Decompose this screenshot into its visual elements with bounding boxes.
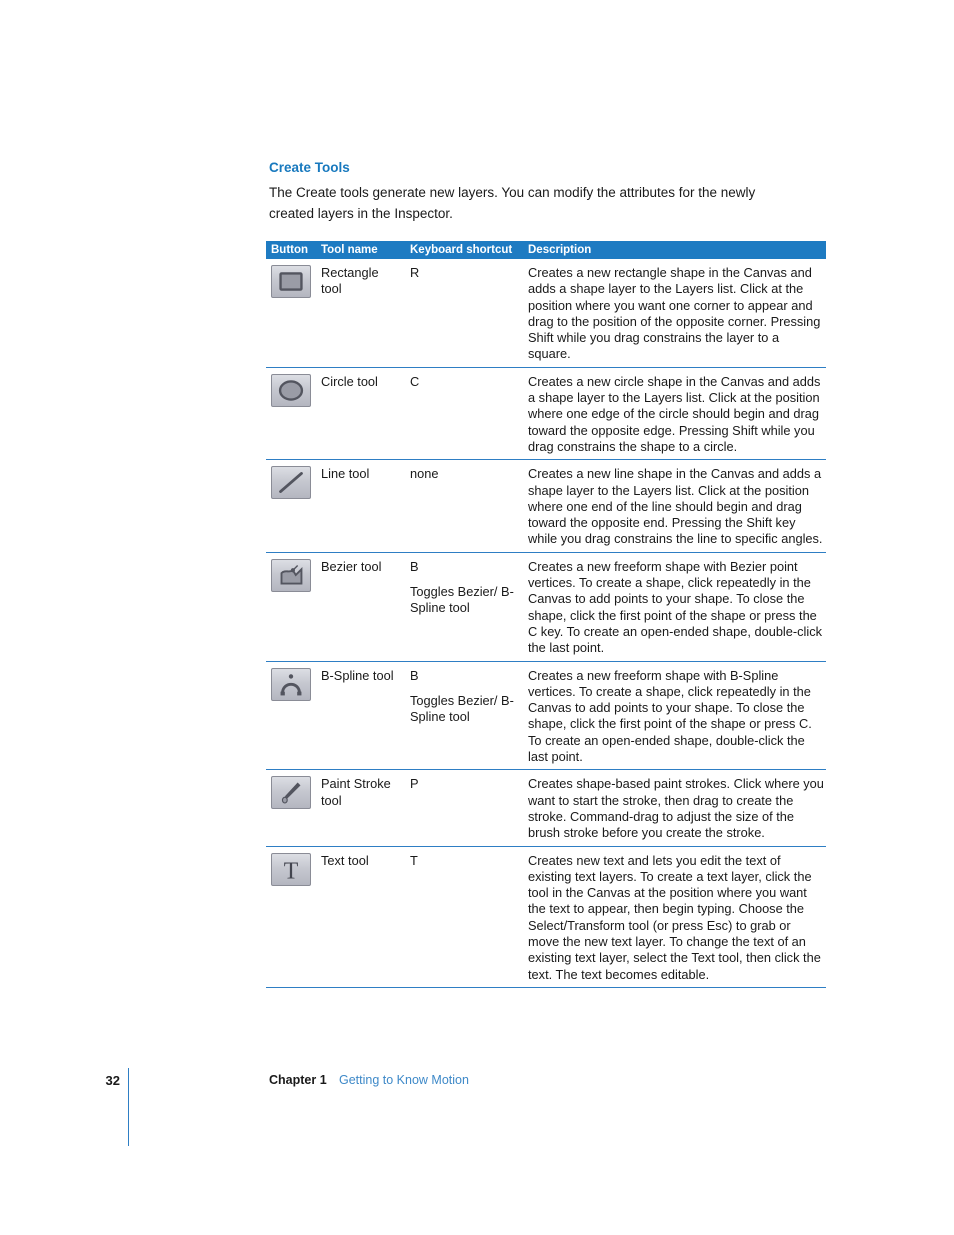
keyboard-shortcut: none (410, 466, 439, 482)
keyboard-shortcut: P (410, 776, 419, 792)
tool-name: Bezier tool (321, 558, 382, 574)
text-tool-icon (271, 853, 311, 886)
create-tools-table (266, 241, 826, 988)
tool-name: Circle tool (321, 373, 378, 389)
bspline-tool-icon (271, 668, 311, 701)
tool-name: Rectangle tool (321, 265, 379, 297)
page-footer (0, 1068, 954, 1158)
tool-description: Creates a new rectangle shape in the Canvas and adds a shape layer to the Layers list. Click at the position where you want one corner to appear and drag to the position of the opposite corner. Pressing Shift while you drag constrains the layer to a square. (528, 265, 821, 362)
tool-name: Text tool (321, 852, 369, 868)
tool-name: Line tool (321, 466, 370, 482)
tool-name: B-Spline tool (321, 667, 394, 683)
table-row (266, 368, 826, 460)
tool-name: Paint Stroke tool (321, 776, 391, 808)
rectangle-tool-icon (271, 265, 311, 298)
column-header-button: Button (271, 244, 309, 256)
keyboard-shortcut-note: Toggles Bezier/ B-Spline tool (410, 692, 514, 725)
tool-description: Creates shape-based paint strokes. Click where you want to start the stroke, then drag to create the stroke. Command-drag to adjust the size of the brush stroke before you create the stroke. (528, 776, 824, 841)
column-header-description: Description (528, 244, 592, 256)
page-content (266, 160, 826, 988)
section-intro: The Create tools generate new layers. You can modify the attributes for the newly created layers in the Inspector. (269, 185, 756, 221)
footer-chapter: Chapter 1 (269, 1073, 327, 1087)
paint-stroke-tool-icon (271, 776, 311, 809)
tool-description: Creates new text and lets you edit the text of existing text layers. To create a text layer, click the tool in the Canvas at the position where you want the text to appear, then begin typing. Choose the Select/Transform tool (or press Esc) to grab or move the new text layer. To change the text of an existing text layer, select the Text tool, then click the text. The text becomes editable. (528, 852, 821, 982)
column-header-tool-name: Tool name (321, 244, 378, 256)
table-row (266, 770, 826, 846)
keyboard-shortcut: R (410, 265, 420, 280)
table-row (266, 460, 826, 552)
keyboard-shortcut: C (410, 373, 420, 389)
table-row (266, 553, 826, 662)
tool-description: Creates a new freeform shape with B-Spline vertices. To create a shape, click repeatedly in the Canvas to add points to your shape. To close the shape, click the first point of the shape or press C. To create an open-ended shape, double-click the last point. (528, 667, 812, 765)
table-row (266, 259, 826, 368)
table-row (266, 847, 826, 988)
line-tool-icon (271, 466, 311, 499)
bezier-tool-icon (271, 559, 311, 592)
keyboard-shortcut: B (410, 558, 419, 574)
keyboard-shortcut-note: Toggles Bezier/ B-Spline tool (410, 584, 514, 616)
footer-chapter-title-link[interactable]: Getting to Know Motion (339, 1073, 469, 1087)
keyboard-shortcut: T (410, 852, 418, 868)
page-number: 32 (105, 1073, 120, 1088)
tool-description: Creates a new line shape in the Canvas and adds a shape layer to the Layers list. Click at the position where one end of the line should begin and drag toward the opposite end. Pressing the Shift key while you drag constrains the line to specific angles. (528, 466, 823, 547)
footer-divider (128, 1068, 129, 1146)
table-row (266, 662, 826, 771)
svg-text:T: T (283, 858, 299, 885)
tool-description: Creates a new circle shape in the Canvas and adds a shape layer to the Layers list. Click at the position where one edge of the circle should begin and drag toward the opposite edge. Pressing Shift while you drag constrains the shape to a circle. (528, 373, 821, 454)
keyboard-shortcut: B (410, 667, 419, 683)
circle-tool-icon (271, 374, 311, 407)
section-heading: Create Tools (269, 160, 350, 175)
table-header-row (266, 241, 826, 259)
tool-description: Creates a new freeform shape with Bezier point vertices. To create a shape, click repeatedly in the Canvas to add points to your shape. To close the shape, click the first point of the shape or press the C key. To create an open-ended shape, double-click the last point. (528, 558, 823, 656)
column-header-keyboard-shortcut: Keyboard shortcut (410, 244, 513, 256)
